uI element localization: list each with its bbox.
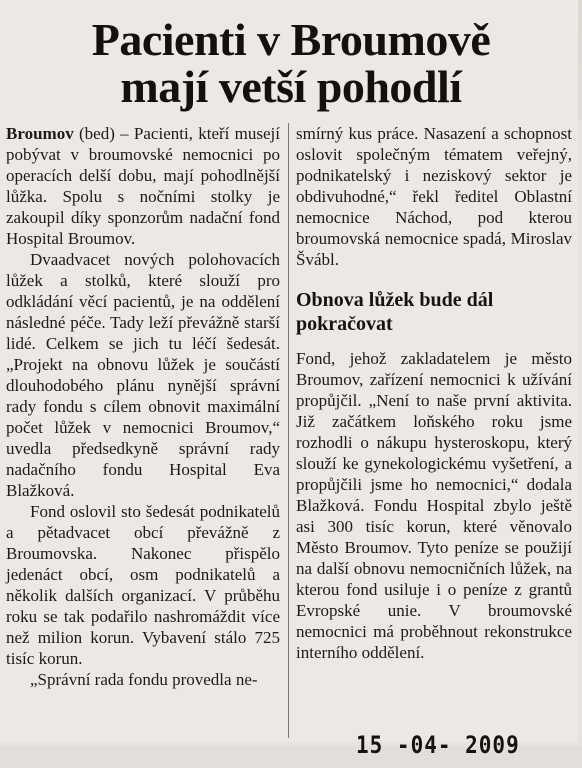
column-divider bbox=[288, 123, 289, 738]
paragraph-2: Dvaadvacet nových polohovacích lůžek a stolků, které slouží pro odkládání věcí pacientů, je na oddělení následné péče. Tady leží převážně starší lidé. Celkem se jich tu léčí šedesát. „Projekt na obnovu lůžek je součástí dlouhodobého plánu nynější správní rady fondu s cílem obnovit maximální počet lůžek v nemocnici Broumov,“ uvedla předsedkyně správní rady nadačního fondu Hospital Eva Blažková. bbox=[6, 250, 280, 500]
subheading: Obnova lůžek bude dál pokračovat bbox=[296, 289, 494, 335]
headline-line-1: Pacienti v Broumově bbox=[91, 14, 491, 65]
paragraph-6: Fond, jehož zakladatelem je město Broumov, zařízení nemocnici k užívání propůjčil. „Není to naše první aktivita. Již začátkem loňského roku jsme rozhodli o nákupu hysteroskopu, který slouží ke gynekologickému vyšetření, a propůjčili jsme ho nemocnici,“ dodala Blažková. Fondu Hospital zbylo ještě asi 300 tisíc korun, které věnovalo Město Broumov. Tyto peníze se použijí na další obnovu nemocničních lůžek, na kterou fond usiluje i o peníze z grantů Evropské unie. V broumovské nemocnici má proběhnout rekonstrukce interního oddělení. bbox=[296, 349, 572, 662]
headline-line-2: mají vetší pohodlí bbox=[120, 61, 462, 112]
dateline: Broumov bbox=[6, 124, 74, 143]
paragraph-1 bbox=[6, 123, 280, 249]
date-stamp: 15 -04- 2009 bbox=[356, 731, 520, 759]
left-column bbox=[6, 123, 280, 690]
paragraph-5: smírný kus práce. Nasazení a schopnost oslovit společným tématem veřejný, podnikatelský i neziskový sektor je obdivuhodné,“ řekl ředitel Oblastní nemocnice Náchod, pod kterou broumovská nemocnice spadá, Miroslav Švábl. bbox=[296, 124, 572, 269]
right-column bbox=[296, 123, 572, 663]
paragraph-3: Fond oslovil sto šedesát podnikatelů a pětadvacet obcí převážně z Broumovska. Nakonec přispělo jedenáct obcí, osm podnikatelů a několik dalších organizací. V průběhu roku se tak podařilo nashromáždit více než milion korun. Vybavení stálo 725 tisíc korun. bbox=[6, 502, 280, 668]
paragraph-4: „Správní rada fondu provedla ne- bbox=[30, 670, 258, 689]
paragraph-1-text: (bed) – Pacienti, kteří musejí pobývat v broumovské nemocnici po operacích delší dobu, mají pohodlnější lůžka. Spolu s nočními stolky je zakoupil díky sponzorům nadační fond Hospital Broumov. bbox=[6, 124, 280, 248]
